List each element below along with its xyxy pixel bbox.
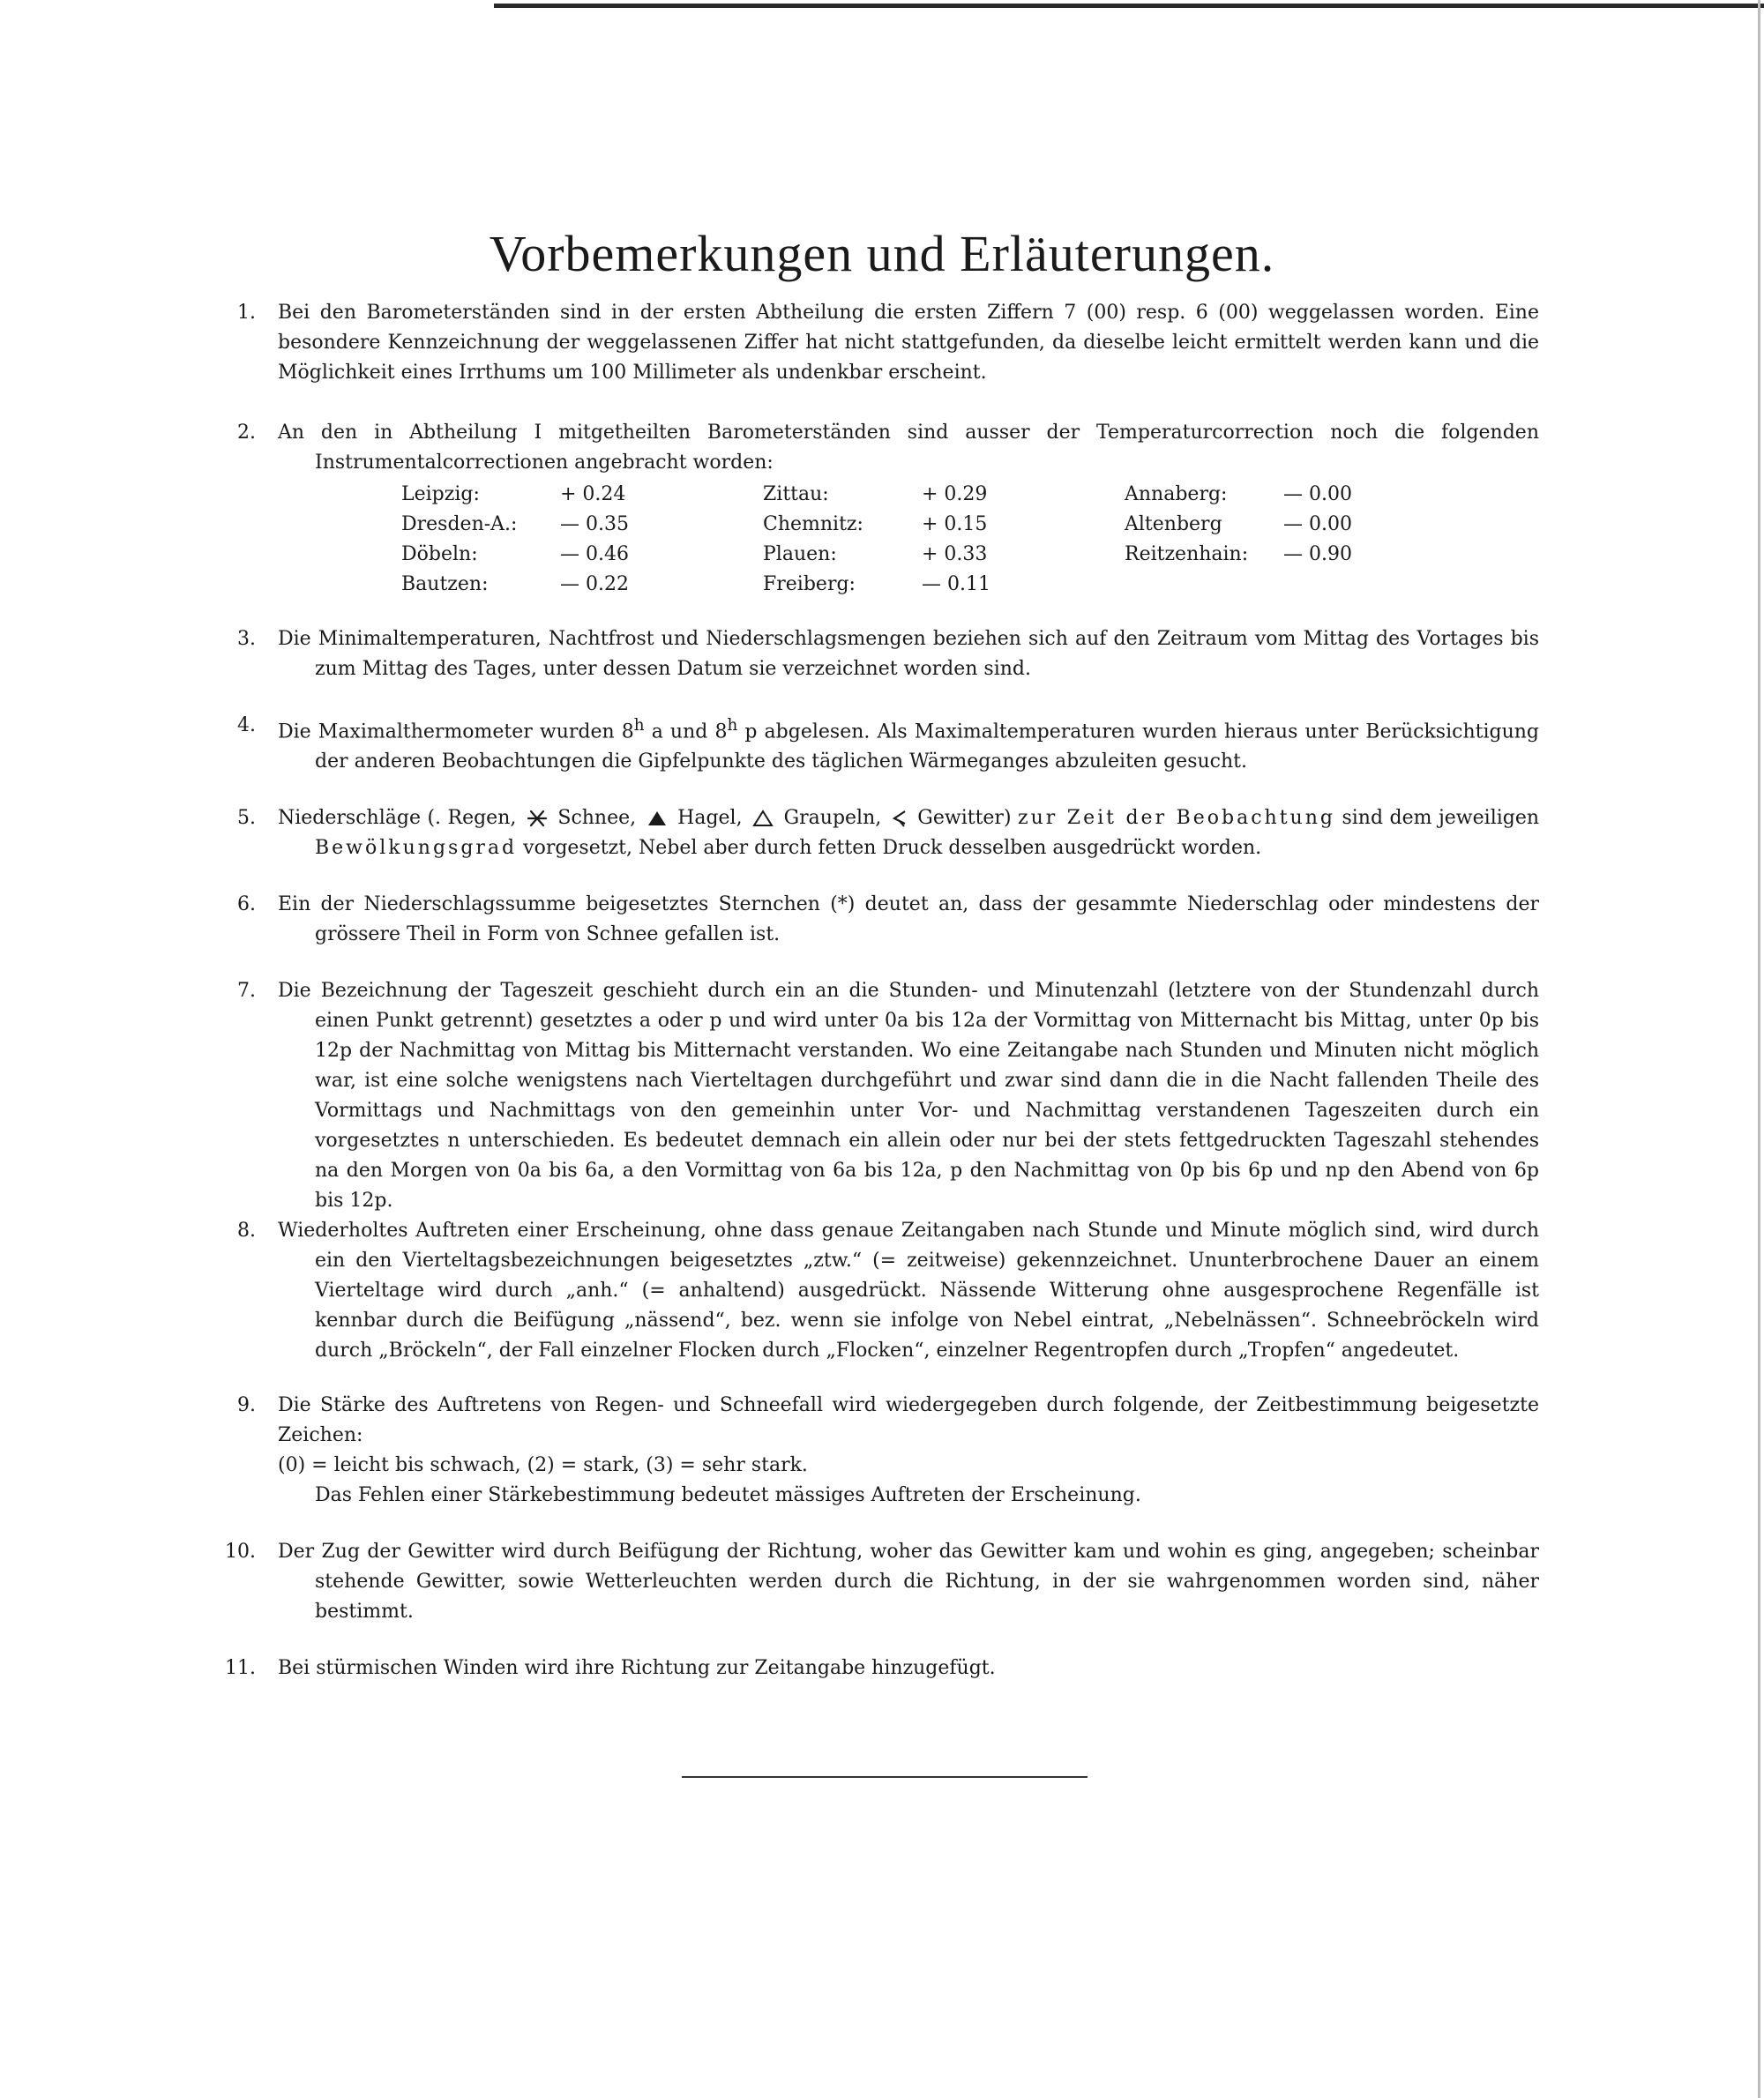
note-7 [0,976,1539,1216]
station-name: Annaberg: [1125,483,1228,505]
hail-label: Hagel, [677,807,743,830]
snow-asterisk-icon [527,809,548,828]
correction-value: — 0.11 [922,573,990,595]
table-row [401,480,1407,510]
note-5 [0,803,1539,863]
note-number: 1. [237,302,256,324]
note-2 [0,418,1539,600]
note-number: 11. [225,1657,256,1680]
station-name: Bautzen: [401,573,489,595]
note-text: Die Bezeichnung der Tageszeit geschieht durch ein an die Stunden- und Minutenzahl (letztere von der Stundenzahl durch einen Punkt getrennt) gesetztes a oder p und wird unter 0a bis 12a der Vormittag von Mitternacht bis Mittag, unter 0p bis 12p der Nachmittag von Mittag bis Mitternacht verstanden. Wo eine Zeitangabe nach Stunden und Minuten nicht möglich war, ist eine solche wenigstens nach Vierteltagen durchgeführt und zwar sind dann die in die Nacht fallenden Theile des Vormittags und Nachmittags von den gemeinhin unter Vor- und Nachmittag verstandenen Tageszeiten durch ein vorgesetztes n unterschieden. Es bedeutet demnach ein allein oder nur bei der stets fettgedruckten Tageszahl stehendes na den Morgen von 0a bis 6a, a den Vormittag von 6a bis 12a, p den Nachmittag von 0p bis 6p und np den Abend von 6p bis 12p. [278,980,1539,1213]
note-text: Die Stärke des Auftretens von Regen- und Schneefall wird wiedergegeben durch folgende, der Zeitbestimmung beigesetzte Zeichen: [278,1394,1539,1447]
note-text: An den in Abtheilung I mitgetheilten Barometerständen sind ausser der Temperaturcorrection noch die folgenden Instrumentalcorrectionen angebracht worden: [278,422,1539,474]
table-row [401,540,1407,570]
correction-value: + 0.33 [922,543,988,565]
correction-value: + 0.24 [560,483,626,505]
correction-value: — 0.46 [560,543,629,565]
empty-cell [1125,570,1283,600]
note-text-part: Die Maximalthermometer wurden 8 [278,720,634,743]
station-name: Dresden-A.: [401,513,518,535]
hour-superscript: h [727,716,738,735]
note-9 [0,1391,1539,1511]
note-text: Bei stürmischen Winden wird ihre Richtung zur Zeitangabe hinzugefügt. [278,1657,996,1680]
station-name: Döbeln: [401,543,478,565]
note-text-part: vorgesetzt, Nebel aber durch fetten Druck desselben ausgedrückt worden. [523,837,1262,860]
note-text: Bei den Barometerständen sind in der ersten Abtheilung die ersten Ziffern 7 (00) resp. 6 (00) weggelassen worden. Eine besondere Kennzeichnung der weggelassenen Ziffer hat nicht stattgefunden, da dieselbe leicht ermittelt werden kann und die Möglichkeit eines Irrthums um 100 Millimeter als undenkbar erscheint. [278,302,1539,384]
rain-label: . Regen, [435,807,517,830]
spaced-phrase: Bewölkungsgrad [315,837,518,860]
note-number: 3. [237,628,256,650]
note-number: 4. [237,714,256,736]
spaced-phrase: zur Zeit der Beobachtung [1018,807,1335,830]
note-number: 7. [237,980,256,1003]
correction-value: + 0.15 [922,513,988,535]
note-text: Wiederholtes Auftreten einer Erscheinung, ohne dass genaue Zeitangaben nach Stunde und Minute möglich sind, wird durch ein den Vierteltagsbezeichnungen beigesetztes „ztw.“ (= zeitweise) gekennzeichnet. Ununterbrochene Dauer an einem Vierteltage wird durch „anh.“ (= anhaltend) ausgedrückt. Nässende Witterung ohne ausgesprochene Regenfälle ist kennbar durch die Beifügung „nässend“, bez. wenn sie infolge von Nebel eintrat, „Nebelnässen“. Schneebröckeln wird durch „Bröckeln“, der Fall einzelner Flocken durch „Flocken“, einzelner Regentropfen durch „Tropfen“ angedeutet. [278,1220,1539,1363]
strength-note: Das Fehlen einer Stärkebestimmung bedeutet mässiges Auftreten der Erscheinung. [315,1484,1141,1507]
correction-value: — 0.35 [560,513,629,535]
note-text: Der Zug der Gewitter wird durch Beifügung der Richtung, woher das Gewitter kam und wohin es ging, angegeben; scheinbar stehende Gewitter, sowie Wetterleuchten werden durch die Richtung, in der sie wahrgenommen worden sind, näher bestimmt. [278,1541,1539,1624]
note-8 [0,1216,1539,1366]
note-3 [0,624,1539,684]
note-4 [0,711,1539,777]
station-name: Plauen: [763,543,837,565]
note-1 [0,298,1539,388]
station-name: Freiberg: [763,573,856,595]
table-row [401,510,1407,540]
graupel-triangle-icon [752,810,774,827]
note-text: Ein der Niederschlagssumme beigesetztes Sternchen (*) deutet an, dass der gesammte Niederschlag oder mindestens der grössere Theil in Form von Schnee gefallen ist. [278,893,1539,946]
station-name: Leipzig: [401,483,480,505]
note-number: 6. [237,893,256,916]
note-6 [0,890,1539,950]
note-text-part: a und 8 [644,720,728,743]
note-text: Die Minimaltemperaturen, Nachtfrost und Niederschlagsmengen beziehen sich auf den Zeitraum vom Mittag des Vortages bis zum Mittag des Tages, unter dessen Datum sie verzeichnet worden sind. [278,628,1539,680]
station-name: Altenberg [1125,513,1222,535]
strength-scale: (0) = leicht bis schwach, (2) = stark, (3) = sehr stark. [278,1454,808,1477]
hour-superscript: h [633,716,645,735]
correction-value: — 0.90 [1283,543,1352,565]
closing-rule [682,1776,1088,1778]
snow-label: Schnee, [557,807,637,830]
note-number: 8. [237,1220,256,1243]
station-name: Reitzenhain: [1125,543,1249,565]
graupel-label: Graupeln, [783,807,882,830]
note-number: 10. [225,1541,256,1564]
note-text-part: Niederschläge ( [278,807,436,830]
table-row [401,570,1407,600]
top-rule [494,4,1764,8]
note-text-part: sind dem jeweiligen [1342,807,1540,830]
station-name: Chemnitz: [763,513,863,535]
station-name: Zittau: [763,483,829,505]
note-number: 5. [237,807,256,830]
empty-cell [1283,570,1407,600]
thunder-sign-icon [892,810,908,827]
note-text [278,803,1539,863]
page-title: Vorbemerkungen und Erläuterungen. [489,224,1275,282]
note-text-part: p abgelesen. Als Maximaltemperaturen wurden hieraus unter Berücksichtigung der anderen Beobachtungen die Gipfelpunkte des täglichen Wärmeganges abzuleiten gesucht. [315,720,1540,773]
note-number: 9. [237,1394,256,1417]
note-text [278,711,1539,777]
note-11 [0,1654,1539,1684]
note-number: 2. [237,422,256,444]
correction-value: — 0.00 [1283,483,1352,505]
hail-triangle-icon [647,810,668,827]
note-10 [0,1537,1539,1627]
correction-value: — 0.00 [1283,513,1352,535]
correction-table [401,480,1407,600]
thunder-label: Gewitter) [917,807,1012,830]
correction-value: + 0.29 [922,483,988,505]
notes-list [0,298,1764,1684]
correction-value: — 0.22 [560,573,629,595]
